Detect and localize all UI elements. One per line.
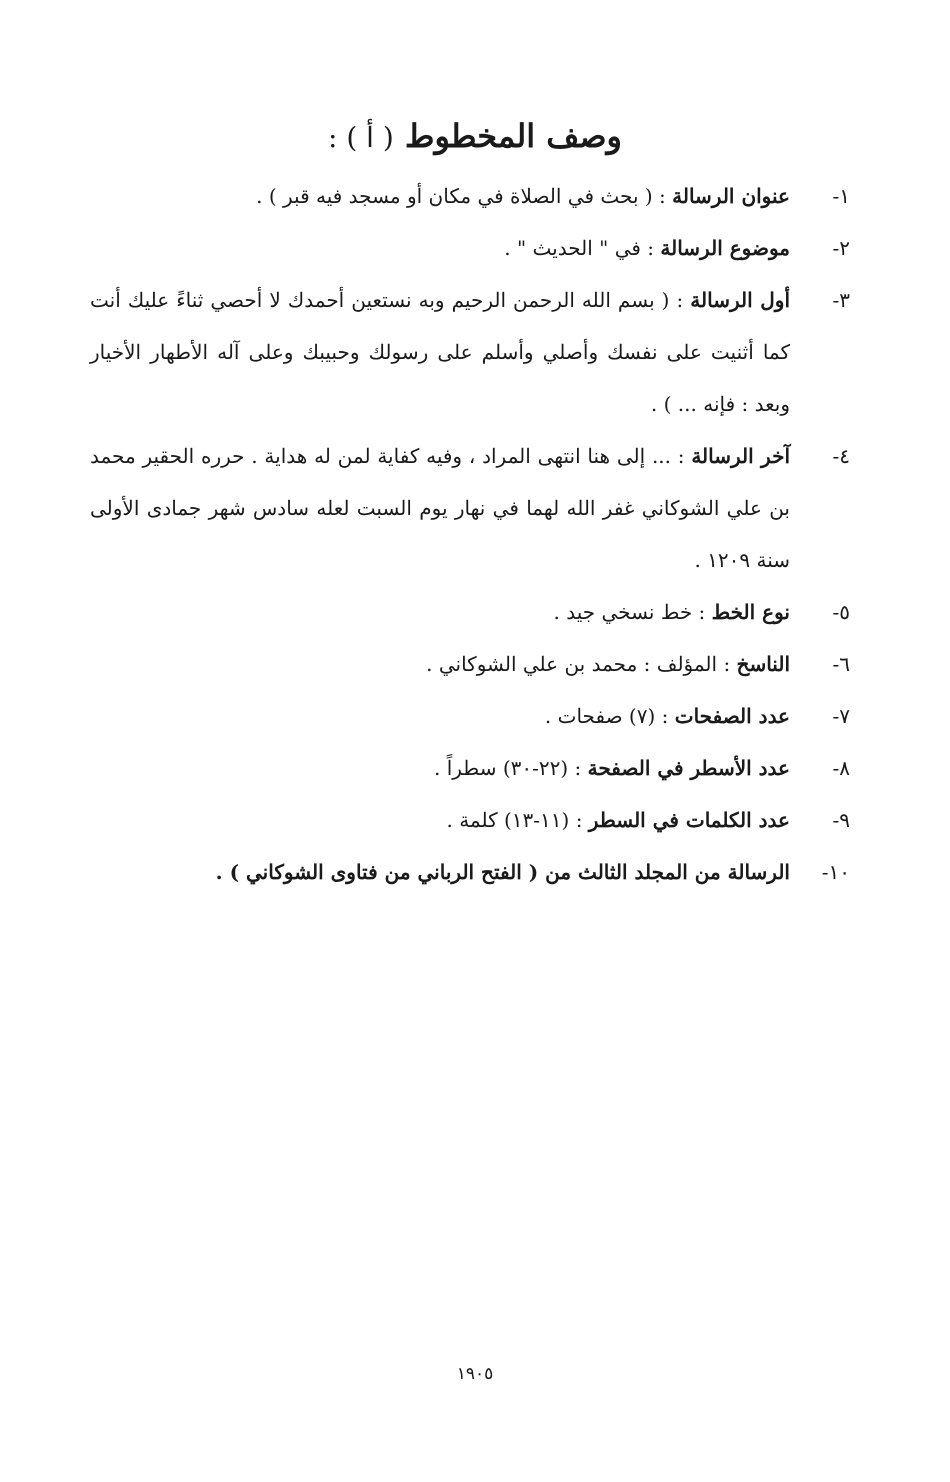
list-item bbox=[90, 742, 850, 794]
item-text: : (١١-١٣) كلمة . bbox=[446, 808, 583, 832]
item-number: ٨- bbox=[832, 756, 850, 780]
item-number: ٧- bbox=[832, 704, 850, 728]
list-item bbox=[90, 846, 850, 898]
item-label: عدد الأسطر في الصفحة bbox=[587, 756, 790, 780]
item-label: الرسالة من المجلد الثالث من ( الفتح الرباني من فتاوى الشوكاني ) . bbox=[215, 860, 790, 884]
list-item bbox=[90, 690, 850, 742]
item-text: : (٢٢-٣٠) سطراً . bbox=[433, 756, 582, 780]
item-label: عدد الصفحات bbox=[674, 704, 790, 728]
list-item bbox=[90, 222, 850, 274]
manuscript-description-list bbox=[90, 170, 850, 898]
list-item bbox=[90, 638, 850, 690]
list-item bbox=[90, 586, 850, 638]
item-number: ٢- bbox=[832, 236, 850, 260]
page-number: ١٩٠٥ bbox=[456, 1364, 494, 1384]
item-number: ٦- bbox=[832, 652, 850, 676]
item-text: : المؤلف : محمد بن علي الشوكاني . bbox=[426, 652, 731, 676]
item-label: عنوان الرسالة bbox=[672, 184, 790, 208]
item-number: ٩- bbox=[832, 808, 850, 832]
list-item bbox=[90, 794, 850, 846]
list-item bbox=[90, 170, 850, 222]
title-paren-text: ( أ ) : bbox=[328, 121, 394, 154]
item-number: ٤- bbox=[832, 444, 850, 468]
item-label: أول الرسالة bbox=[690, 288, 791, 312]
item-text: : في " الحديث " . bbox=[504, 236, 655, 260]
item-label: آخر الرسالة bbox=[691, 444, 790, 468]
item-text: : ( بحث في الصلاة في مكان أو مسجد فيه قبر ) . bbox=[256, 184, 666, 208]
list-item bbox=[90, 430, 850, 586]
item-label: نوع الخط bbox=[711, 600, 790, 624]
page-title bbox=[0, 110, 950, 164]
item-number: ٥- bbox=[832, 600, 850, 624]
item-label: الناسخ bbox=[736, 652, 790, 676]
item-label: موضوع الرسالة bbox=[660, 236, 790, 260]
item-text: : ( بسم الله الرحمن الرحيم وبه نستعين أحمدك لا أحصي ثناءً عليك أنت كما أثنيت على نفسك وأصلي وأسلم على رسولك وحبيبك وعلى آله الأطهار الأخيار وبعد : فإنه ... ) . bbox=[90, 288, 790, 416]
item-number: ٣- bbox=[832, 288, 850, 312]
item-text: : ... إلى هنا انتهى المراد ، وفيه كفاية لمن له هداية . حرره الحقير محمد بن علي الشوكاني غفر الله لهما في نهار يوم السبت لعله سادس شهر جمادى الأولى سنة ١٢٠٩ . bbox=[90, 444, 791, 572]
item-number: ١- bbox=[832, 184, 850, 208]
item-text: : (٧) صفحات . bbox=[544, 704, 669, 728]
title-main-text: وصف المخطوط bbox=[404, 117, 622, 155]
item-number: ١٠- bbox=[821, 860, 850, 884]
list-item bbox=[90, 274, 850, 430]
item-text: : خط نسخي جيد . bbox=[553, 600, 706, 624]
item-label: عدد الكلمات في السطر bbox=[588, 808, 790, 832]
